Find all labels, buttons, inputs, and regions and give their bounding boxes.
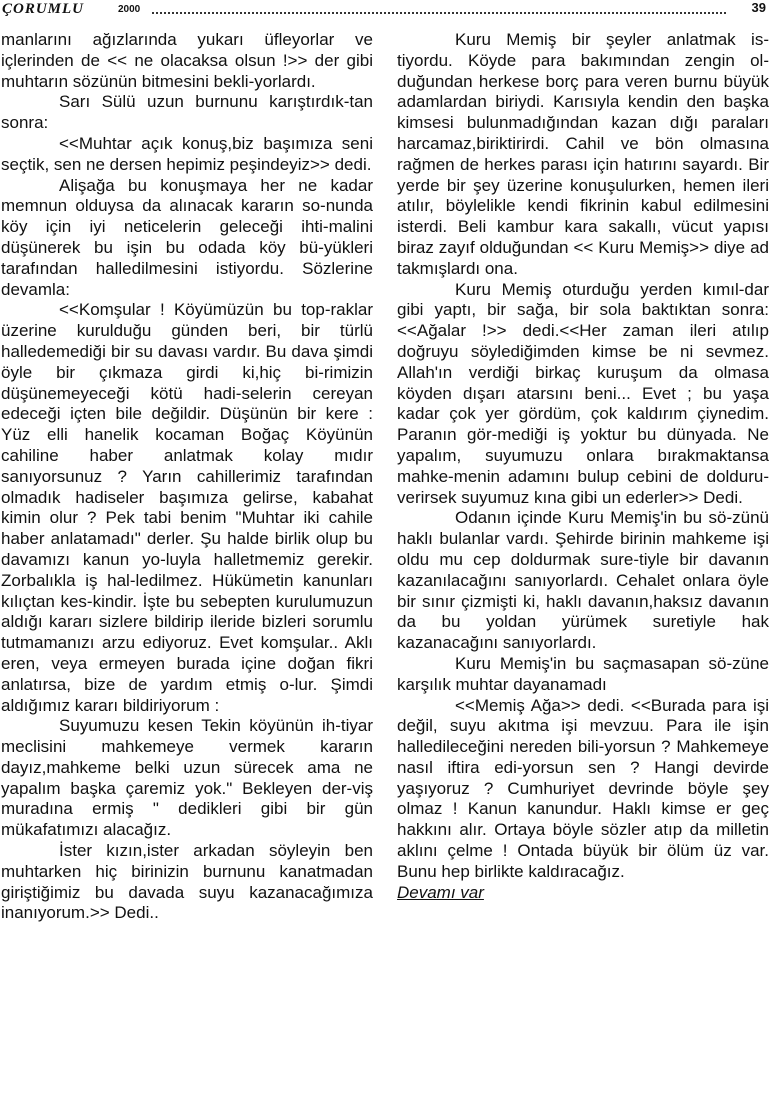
paragraph: manlarını ağızlarında yukarı üfleyorlar ve içlerinden de << ne olacaksa olsun !>> der gibi muhtarın sözünün bitmesini bekli-yorlardı. <box>1 30 373 91</box>
header-dotted-rule <box>152 12 726 14</box>
paragraph: Kuru Memiş bir şeyler anlatmak is-tiyordu. Köyde para bakımından zengin ol-duğundan herkese borç para veren burnu büyük adamlardan biriydi. Karısıyla kendin den başka kimsesi bulunmadığından kazan dığı paraları harcamaz,biriktirirdi. Cahil ve bön olmasına rağmen de herkes parası için hatırını sayardı. Bir yerde bir şey üzerine konuşulurken, hemen ileri atılır, böylelikle kendi fikrinin kabul edilmesini isterdi. Beli kambur kara sakallı, vücut yapısı biraz zayıf olduğundan << Kuru Memiş>> diye ad takmışlardı ona. <box>397 30 769 278</box>
continued-label: Devamı var <box>397 882 484 902</box>
paragraph: Suyumuzu kesen Tekin köyünün ih-tiyar meclisini mahkemeye vermek kararın dayız,mahkeme belki uzun sürecek ama ne yapalım başka çaremiz yok." Bekleyen der-viş muradına ermiş " dedikleri gibi bir gün mükafatımızı alacağız. <box>1 716 373 840</box>
paragraph: <<Memiş Ağa>> dedi. <<Burada para işi değil, suyu akıtma işi mevzuu. Para ile işin halledileceğini nereden bili-yorsun ? Mahkemeye nasıl iftira edi-yorsun sen ? Hangi devirde yaşıyoruz ? Cumhuriyet devrinde böyle şey olmaz ! Kanun kanundur. Haklı kimse er geç hakkını alır. Ortaya böyle sözler atıp da milletin aklını çelme ! Ontada büyük bir ölüm üz var. Bunu hep birlikte kaldıracağız. <box>397 695 769 881</box>
issue-year: 2000 <box>118 4 141 15</box>
magazine-title: ÇORUMLU <box>2 1 85 17</box>
paragraph: Odanın içinde Kuru Memiş'in bu sö-zünü haklı bulanlar vardı. Şehirde birinin mahkeme işi oldu mu cep doldurmak sure-tiyle bir davanın kazanılacağını sanıyorlardı. Cehalet onlara öyle bir sınır çizmişti ki, haklı davanın,haksız davanın da bu yoldan yürümek suretiyle hak kazanacağını sanıyorlardı. <box>397 508 769 653</box>
paragraph: Sarı Sülü uzun burnunu karıştırdık-tan sonra: <box>1 92 373 133</box>
paragraph: Alişağa bu konuşmaya her ne kadar memnun olduysa da alınacak kararın so-nunda köy için iyi neticelerin geleceği ihti-malini düşünerek bu işin bu odada köy bü-yükleri tarafından halledilmesini istiyordu. Sözlerine devamla: <box>1 175 373 299</box>
paragraph: <<Komşular ! Köyümüzün bu top-raklar üzerine kurulduğu günden beri, bir türlü halledemediği bir su davası vardır. Bu dava şimdi öyle bir çıkmaza girdi ki,hiç bi-rimizin düşünemeyeceği kötü hadi-selerin cereyan edeceği içten bile değildir. Düşünün bir kere : Yüz elli hanelik kocaman Boğaç Köyünün cahiline haber anlatmak kolay mıdır sanıyorsunuz ? Yarın cahillerimiz tarafından olmadık hadiseler başımıza gelirse, kabahat kimin olur ? Pek tabi benim "Muhtar iki cahile haber anlatamadı" derler. Şu halde birlik olup bu davamızı kanun yo-luyla halletmemiz gerekir. Zorbalıkla iş hal-ledilmez. Hükümetin kanunları kılıçtan kes-kindir. İşte bu sebepten kurulumuzun aldığı kararı sizlere bildirip ileride bizleri sorumlu tutmamanızı arzu ediyoruz. Evet komşular.. Aklı eren, veya ermeyen burada içine doğan fikri anlatırsa, bize de yardım etmiş o-lur. Şimdi aldığımız kararı bildiriyorum : <box>1 300 373 715</box>
right-column <box>397 30 769 903</box>
paragraph: İster kızın,ister arkadan söyleyin ben muhtarken hiç birinizin burnunu kanatmadan giriştiğimiz bu davada suyu kazanacağımıza inanıyorum.>> Dedi.. <box>1 841 373 923</box>
left-column <box>1 30 373 924</box>
page-number: 39 <box>751 0 766 15</box>
paragraph: <<Muhtar açık konuş,biz başımıza seni seçtik, sen ne dersen hepimiz peşindeyiz>> dedi. <box>1 133 373 174</box>
paragraph: Kuru Memiş'in bu saçmasapan sö-züne karşılık muhtar dayanamadı <box>397 653 769 694</box>
paragraph: Kuru Memiş oturduğu yerden kımıl-dar gibi yaptı, bir sağa, bir sola baktıktan sonra: <<Ağalar !>> dedi.<<Her zaman ileri atılıp doğruyu söylediğimden kimse be ni sevmez. Allah'ın verdiği birkaç kuruşum da olmasa köyden dışarı atarsını beni... Evet ; bu yaşa kadar çok yer gördüm, çok kaldırım çiynedim. Paranın gör-mediği iş yoktur bu dünyada. Ne yapalım, suyumuzu onlara bırakmaktansa mahke-menin adamını bulup cebini de dolduru-verirsek suyumuz kına gibi un ederler>> Dedi. <box>397 279 769 507</box>
continued-note <box>397 883 769 904</box>
page-header <box>0 0 770 26</box>
